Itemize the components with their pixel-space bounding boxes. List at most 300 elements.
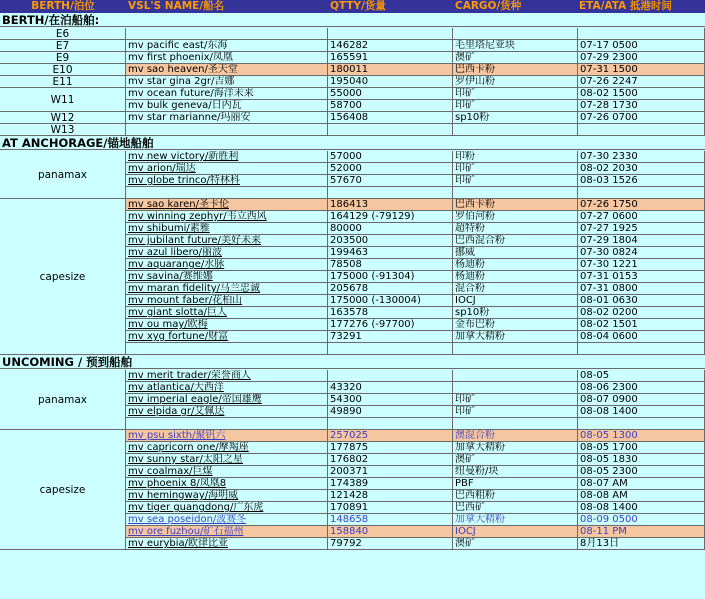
eta-cell[interactable] bbox=[578, 88, 705, 100]
cargo-cell-text: 巴西粗粉 bbox=[455, 490, 495, 501]
eta-cell[interactable] bbox=[578, 514, 705, 526]
table-row bbox=[0, 307, 705, 319]
vessel-name-cell[interactable] bbox=[126, 187, 328, 199]
quantity-cell[interactable] bbox=[328, 64, 453, 76]
cargo-cell[interactable] bbox=[453, 478, 578, 490]
quantity-cell[interactable] bbox=[328, 235, 453, 247]
eta-cell[interactable] bbox=[578, 235, 705, 247]
eta-cell[interactable] bbox=[578, 490, 705, 502]
table-row bbox=[0, 418, 705, 430]
eta-cell-text: 08-02 1500 bbox=[580, 88, 638, 99]
vessel-name-cell[interactable] bbox=[126, 259, 328, 271]
eta-cell-text: 8月13日 bbox=[580, 538, 620, 549]
eta-cell-text: 08-05 bbox=[580, 370, 610, 381]
vessel-name-cell[interactable] bbox=[126, 343, 328, 355]
table-row bbox=[0, 406, 705, 418]
vessel-name-cell[interactable] bbox=[126, 430, 328, 442]
vessel-name-cell-text: mv coalmax/巨煤 bbox=[128, 466, 213, 477]
cargo-cell[interactable] bbox=[453, 52, 578, 64]
quantity-cell[interactable] bbox=[328, 526, 453, 538]
cargo-cell[interactable] bbox=[453, 514, 578, 526]
eta-cell[interactable] bbox=[578, 442, 705, 454]
vessel-name-cell[interactable] bbox=[126, 538, 328, 550]
vessel-name-cell[interactable] bbox=[126, 247, 328, 259]
quantity-cell-text: 174389 bbox=[330, 478, 369, 489]
quantity-cell[interactable] bbox=[328, 394, 453, 406]
table-row bbox=[0, 223, 705, 235]
eta-cell-text: 07-26 0700 bbox=[580, 112, 638, 123]
vessel-name-cell-text: mv star marianne/玛丽安 bbox=[128, 112, 251, 123]
vessel-name-cell[interactable] bbox=[126, 454, 328, 466]
vessel-name-cell[interactable] bbox=[126, 382, 328, 394]
cargo-cell-text: 纽曼粉/块 bbox=[455, 466, 499, 477]
vessel-name-cell[interactable] bbox=[126, 442, 328, 454]
cargo-cell[interactable] bbox=[453, 223, 578, 235]
vessel-name-cell-text: mv hemingway/海明威 bbox=[128, 490, 239, 501]
table-row bbox=[0, 112, 705, 124]
eta-cell-text: 08-02 2030 bbox=[580, 163, 638, 174]
cargo-cell[interactable] bbox=[453, 76, 578, 88]
vessel-name-cell[interactable] bbox=[126, 394, 328, 406]
table-row bbox=[0, 319, 705, 331]
quantity-cell[interactable] bbox=[328, 331, 453, 343]
cargo-cell-text: 加拿大精粉 bbox=[455, 442, 505, 453]
eta-cell-text: 08-05 1700 bbox=[580, 442, 638, 453]
cargo-cell-text: 挪威 bbox=[455, 247, 475, 258]
vessel-name-cell-text: mv phoenix 8/凤凰8 bbox=[128, 478, 227, 489]
eta-cell[interactable] bbox=[578, 175, 705, 187]
table-row bbox=[0, 394, 705, 406]
berth-label[interactable]: E11 bbox=[0, 76, 126, 88]
quantity-cell-text: 165591 bbox=[330, 52, 369, 63]
vessel-name-cell[interactable] bbox=[126, 478, 328, 490]
vessel-name-cell-text: mv sunny star/太阳之星 bbox=[128, 454, 243, 465]
vessel-name-cell[interactable] bbox=[126, 163, 328, 175]
quantity-cell-text: 186413 bbox=[330, 199, 369, 210]
eta-cell-text: 08-11 PM bbox=[580, 526, 627, 537]
cargo-cell[interactable] bbox=[453, 502, 578, 514]
cargo-cell[interactable] bbox=[453, 466, 578, 478]
quantity-cell[interactable] bbox=[328, 430, 453, 442]
eta-cell[interactable] bbox=[578, 187, 705, 199]
vessel-name-cell[interactable] bbox=[126, 307, 328, 319]
eta-cell[interactable] bbox=[578, 199, 705, 211]
cargo-cell[interactable] bbox=[453, 430, 578, 442]
cargo-cell[interactable] bbox=[453, 490, 578, 502]
cargo-cell[interactable] bbox=[453, 40, 578, 52]
table-row bbox=[0, 430, 705, 442]
eta-cell-text: 08-03 1526 bbox=[580, 175, 638, 186]
eta-cell-text: 08-07 AM bbox=[580, 478, 628, 489]
quantity-cell[interactable] bbox=[328, 418, 453, 430]
vessel-name-cell[interactable] bbox=[126, 490, 328, 502]
vessel-name-cell-text: mv ocean future/海洋未来 bbox=[128, 88, 254, 99]
vessel-name-cell-text: mv globe trinco/特林科 bbox=[128, 175, 240, 186]
berth-label[interactable]: W12 bbox=[0, 112, 126, 124]
eta-cell[interactable] bbox=[578, 40, 705, 52]
quantity-cell[interactable] bbox=[328, 247, 453, 259]
eta-cell[interactable] bbox=[578, 271, 705, 283]
table-row bbox=[0, 382, 705, 394]
vessel-name-cell-text: mv aquarange/水脉 bbox=[128, 259, 225, 270]
cargo-cell[interactable] bbox=[453, 406, 578, 418]
berth-label[interactable]: E7 bbox=[0, 40, 126, 52]
quantity-cell[interactable] bbox=[328, 283, 453, 295]
header-quantity[interactable]: QTTY/货量 bbox=[330, 0, 386, 12]
eta-cell[interactable] bbox=[578, 259, 705, 271]
quantity-cell[interactable] bbox=[328, 223, 453, 235]
cargo-cell-text: 杨迪粉 bbox=[455, 271, 485, 282]
quantity-cell[interactable] bbox=[328, 199, 453, 211]
eta-cell[interactable] bbox=[578, 430, 705, 442]
vessel-name-cell-text: mv elpida gr/艾佩达 bbox=[128, 406, 225, 417]
eta-cell[interactable] bbox=[578, 454, 705, 466]
eta-cell[interactable] bbox=[578, 151, 705, 163]
eta-cell[interactable] bbox=[578, 343, 705, 355]
berth-label[interactable]: E9 bbox=[0, 52, 126, 64]
cargo-cell[interactable] bbox=[453, 331, 578, 343]
quantity-cell-text: 58700 bbox=[330, 100, 362, 111]
berth-label[interactable]: E6 bbox=[0, 28, 126, 40]
header-vessel-name[interactable]: VSL'S NAME/船名 bbox=[128, 0, 225, 12]
eta-cell-text: 07-31 1500 bbox=[580, 64, 638, 75]
cargo-cell-text: 印粉 bbox=[455, 151, 475, 162]
eta-cell[interactable] bbox=[578, 100, 705, 112]
quantity-cell[interactable] bbox=[328, 151, 453, 163]
vessel-name-cell[interactable] bbox=[126, 112, 328, 124]
table-row bbox=[0, 442, 705, 454]
quantity-cell[interactable] bbox=[328, 187, 453, 199]
table-row bbox=[0, 295, 705, 307]
vessel-name-cell[interactable] bbox=[126, 40, 328, 52]
vessel-name-cell-text: mv jubilant future/美好未来 bbox=[128, 235, 261, 246]
berth-label-panamax[interactable]: panamax bbox=[0, 370, 126, 430]
eta-cell[interactable] bbox=[578, 76, 705, 88]
berth-label-capesize[interactable]: capesize bbox=[0, 430, 126, 550]
vessel-name-cell-text: mv eurybia/欧律比亚 bbox=[128, 538, 228, 549]
cargo-cell[interactable] bbox=[453, 454, 578, 466]
cargo-cell[interactable] bbox=[453, 112, 578, 124]
berth-label[interactable]: W11 bbox=[0, 88, 126, 112]
table-row bbox=[0, 88, 705, 100]
vessel-name-cell-text: mv capricorn one/摩羯座 bbox=[128, 442, 249, 453]
berth-label[interactable]: E10 bbox=[0, 64, 126, 76]
vessel-name-cell[interactable] bbox=[126, 514, 328, 526]
quantity-cell[interactable] bbox=[328, 259, 453, 271]
vessel-name-cell[interactable] bbox=[126, 319, 328, 331]
berth-label-capesize[interactable]: capesize bbox=[0, 199, 126, 355]
eta-cell[interactable] bbox=[578, 478, 705, 490]
vessel-name-cell-text: mv pacific east/东海 bbox=[128, 40, 228, 51]
quantity-cell-text: 180011 bbox=[330, 64, 369, 75]
berth-label-panamax[interactable]: panamax bbox=[0, 151, 126, 199]
eta-cell[interactable] bbox=[578, 394, 705, 406]
vessel-name-cell[interactable] bbox=[126, 406, 328, 418]
cargo-cell-text: 巴西卡粉 bbox=[455, 64, 495, 75]
vessel-name-cell[interactable] bbox=[126, 199, 328, 211]
cargo-cell[interactable] bbox=[453, 382, 578, 394]
eta-cell[interactable] bbox=[578, 295, 705, 307]
cargo-cell-text: 毛里塔尼亚块 bbox=[455, 40, 515, 51]
vessel-name-cell-text: mv maran fidelity/马兰忠诚 bbox=[128, 283, 261, 294]
quantity-cell-text: 156408 bbox=[330, 112, 369, 123]
cargo-cell[interactable] bbox=[453, 100, 578, 112]
quantity-cell[interactable] bbox=[328, 502, 453, 514]
cargo-cell[interactable] bbox=[453, 88, 578, 100]
table-row bbox=[0, 151, 705, 163]
vessel-name-cell[interactable] bbox=[126, 466, 328, 478]
cargo-cell[interactable] bbox=[453, 283, 578, 295]
table-row bbox=[0, 211, 705, 223]
eta-cell[interactable] bbox=[578, 211, 705, 223]
cargo-cell[interactable] bbox=[453, 163, 578, 175]
eta-cell[interactable] bbox=[578, 406, 705, 418]
vessel-name-cell-text: mv xyg fortune/财富 bbox=[128, 331, 229, 342]
quantity-cell[interactable] bbox=[328, 307, 453, 319]
vessel-name-cell[interactable] bbox=[126, 271, 328, 283]
eta-cell[interactable] bbox=[578, 28, 705, 40]
eta-cell-text: 07-27 0600 bbox=[580, 211, 638, 222]
quantity-cell[interactable] bbox=[328, 211, 453, 223]
table-row bbox=[0, 64, 705, 76]
vessel-name-cell[interactable] bbox=[126, 526, 328, 538]
table-row bbox=[0, 343, 705, 355]
vessel-name-cell-text: mv merit trader/荣誉商人 bbox=[128, 370, 251, 381]
vessel-name-cell[interactable] bbox=[126, 52, 328, 64]
cargo-cell[interactable] bbox=[453, 442, 578, 454]
quantity-cell-text: 200371 bbox=[330, 466, 369, 477]
cargo-cell-text: 印矿 bbox=[455, 100, 475, 111]
vessel-name-cell[interactable] bbox=[126, 88, 328, 100]
table-row bbox=[0, 187, 705, 199]
cargo-cell-text: 罗伯河粉 bbox=[455, 211, 495, 222]
cargo-cell[interactable] bbox=[453, 319, 578, 331]
quantity-cell[interactable] bbox=[328, 175, 453, 187]
vessel-name-cell-text: mv star gina 2gr/吉娜 bbox=[128, 76, 235, 87]
quantity-cell[interactable] bbox=[328, 100, 453, 112]
section-anchorage[interactable]: AT ANCHORAGE/锚地船舶 bbox=[0, 136, 705, 150]
cargo-cell-text: 印矿 bbox=[455, 163, 475, 174]
eta-cell-text: 08-02 1501 bbox=[580, 319, 638, 330]
vessel-name-cell[interactable] bbox=[126, 28, 328, 40]
cargo-cell[interactable] bbox=[453, 526, 578, 538]
vessel-name-cell[interactable] bbox=[126, 331, 328, 343]
cargo-cell[interactable] bbox=[453, 295, 578, 307]
cargo-cell[interactable] bbox=[453, 187, 578, 199]
vessel-name-cell[interactable] bbox=[126, 295, 328, 307]
cargo-cell[interactable] bbox=[453, 394, 578, 406]
cargo-cell-text: 澳矿 bbox=[455, 52, 475, 63]
eta-cell-text: 08-05 1830 bbox=[580, 454, 638, 465]
vessel-name-cell[interactable] bbox=[126, 76, 328, 88]
vessel-name-cell[interactable] bbox=[126, 283, 328, 295]
vessel-name-cell-text: mv winning zephyr/韦立西风 bbox=[128, 211, 267, 222]
quantity-cell[interactable] bbox=[328, 28, 453, 40]
eta-cell[interactable] bbox=[578, 247, 705, 259]
cargo-cell[interactable] bbox=[453, 538, 578, 550]
eta-cell[interactable] bbox=[578, 418, 705, 430]
cargo-cell[interactable] bbox=[453, 343, 578, 355]
header-eta[interactable]: ETA/ATA 抵港时间 bbox=[579, 0, 672, 12]
cargo-cell[interactable] bbox=[453, 211, 578, 223]
table-row bbox=[0, 163, 705, 175]
quantity-cell[interactable] bbox=[328, 163, 453, 175]
vessel-name-cell[interactable] bbox=[126, 418, 328, 430]
cargo-cell-text: 罗伊山粉 bbox=[455, 76, 495, 87]
cargo-cell-text: 加拿大精粉 bbox=[455, 514, 505, 525]
quantity-cell-text: 158840 bbox=[330, 526, 369, 537]
cargo-cell[interactable] bbox=[453, 199, 578, 211]
cargo-cell-text: 印矿 bbox=[455, 175, 475, 186]
eta-cell-text: 07-30 0824 bbox=[580, 247, 638, 258]
quantity-cell[interactable] bbox=[328, 454, 453, 466]
quantity-cell-text: 49890 bbox=[330, 406, 362, 417]
vessel-name-cell[interactable] bbox=[126, 223, 328, 235]
eta-cell-text: 07-29 2300 bbox=[580, 52, 638, 63]
eta-cell[interactable] bbox=[578, 223, 705, 235]
quantity-cell-text: 54300 bbox=[330, 394, 362, 405]
quantity-cell[interactable] bbox=[328, 112, 453, 124]
eta-cell[interactable] bbox=[578, 370, 705, 382]
quantity-cell-text: 203500 bbox=[330, 235, 369, 246]
section-upcoming[interactable]: UNCOMING / 预到船舶 bbox=[0, 355, 705, 369]
vessel-name-cell-text: mv ore fuzhou/矿石福州 bbox=[128, 526, 244, 537]
cargo-cell[interactable] bbox=[453, 271, 578, 283]
table-row bbox=[0, 247, 705, 259]
cargo-cell-text: 巴西卡粉 bbox=[455, 199, 495, 210]
eta-cell[interactable] bbox=[578, 319, 705, 331]
vessel-name-cell-text: mv ou may/欧梅 bbox=[128, 319, 208, 330]
cargo-cell[interactable] bbox=[453, 28, 578, 40]
eta-cell[interactable] bbox=[578, 64, 705, 76]
cargo-cell-text: sp10粉 bbox=[455, 112, 490, 123]
eta-cell-text: 08-01 0630 bbox=[580, 295, 638, 306]
eta-cell-text: 07-29 1804 bbox=[580, 235, 638, 246]
vessel-name-cell[interactable] bbox=[126, 211, 328, 223]
cargo-cell[interactable] bbox=[453, 151, 578, 163]
cargo-cell[interactable] bbox=[453, 418, 578, 430]
quantity-cell-text: 177276 (-97700) bbox=[330, 319, 415, 330]
quantity-cell[interactable] bbox=[328, 442, 453, 454]
quantity-cell[interactable] bbox=[328, 382, 453, 394]
vessel-name-cell-text: mv psu sixth/聚钒六 bbox=[128, 430, 226, 441]
quantity-cell[interactable] bbox=[328, 514, 453, 526]
eta-cell[interactable] bbox=[578, 112, 705, 124]
quantity-cell-text: 52000 bbox=[330, 163, 362, 174]
cargo-cell[interactable] bbox=[453, 235, 578, 247]
eta-cell[interactable] bbox=[578, 382, 705, 394]
eta-cell-text: 07-27 1925 bbox=[580, 223, 638, 234]
eta-cell-text: 08-04 0600 bbox=[580, 331, 638, 342]
vessel-name-cell-text: mv azul libero/丽波 bbox=[128, 247, 222, 258]
cargo-cell-text: 超特粉 bbox=[455, 223, 485, 234]
cargo-cell[interactable] bbox=[453, 370, 578, 382]
quantity-cell[interactable] bbox=[328, 466, 453, 478]
cargo-cell[interactable] bbox=[453, 64, 578, 76]
cargo-cell-text: 巴西矿 bbox=[455, 502, 485, 513]
vessel-name-cell[interactable] bbox=[126, 64, 328, 76]
vessel-name-cell[interactable] bbox=[126, 151, 328, 163]
cargo-cell[interactable] bbox=[453, 259, 578, 271]
quantity-cell-text: 80000 bbox=[330, 223, 362, 234]
cargo-cell-text: sp10粉 bbox=[455, 307, 490, 318]
table-row bbox=[0, 235, 705, 247]
cargo-cell-text: 印矿 bbox=[455, 88, 475, 99]
quantity-cell-text: 79792 bbox=[330, 538, 362, 549]
cargo-cell[interactable] bbox=[453, 307, 578, 319]
table-row bbox=[0, 466, 705, 478]
quantity-cell[interactable] bbox=[328, 124, 453, 136]
quantity-cell-text: 199463 bbox=[330, 247, 369, 258]
eta-cell[interactable] bbox=[578, 502, 705, 514]
eta-cell[interactable] bbox=[578, 331, 705, 343]
eta-cell-text: 07-28 1730 bbox=[580, 100, 638, 111]
quantity-cell[interactable] bbox=[328, 490, 453, 502]
vessel-name-cell-text: mv savina/赛维娜 bbox=[128, 271, 213, 282]
vessel-name-cell-text: mv giant slotta/巨人 bbox=[128, 307, 227, 318]
quantity-cell-text: 175000 (-91304) bbox=[330, 271, 415, 282]
eta-cell[interactable] bbox=[578, 538, 705, 550]
cargo-cell-text: IOCJ bbox=[455, 526, 476, 537]
header-berth[interactable]: BERTH/泊位 bbox=[31, 0, 95, 12]
vessel-name-cell[interactable] bbox=[126, 100, 328, 112]
eta-cell-text: 08-05 1300 bbox=[580, 430, 638, 441]
vessel-name-cell[interactable] bbox=[126, 124, 328, 136]
quantity-cell[interactable] bbox=[328, 88, 453, 100]
quantity-cell[interactable] bbox=[328, 52, 453, 64]
quantity-cell[interactable] bbox=[328, 40, 453, 52]
quantity-cell[interactable] bbox=[328, 295, 453, 307]
cargo-cell[interactable] bbox=[453, 124, 578, 136]
section-berth[interactable]: BERTH/在泊船舶: bbox=[0, 13, 705, 27]
eta-cell[interactable] bbox=[578, 526, 705, 538]
quantity-cell-text: 148658 bbox=[330, 514, 369, 525]
cargo-cell-text: 印矿 bbox=[455, 394, 475, 405]
quantity-cell-text: 43320 bbox=[330, 382, 362, 393]
vessel-name-cell[interactable] bbox=[126, 235, 328, 247]
table-row bbox=[0, 370, 705, 382]
quantity-cell[interactable] bbox=[328, 271, 453, 283]
eta-cell[interactable] bbox=[578, 52, 705, 64]
quantity-cell-text: 57670 bbox=[330, 175, 362, 186]
berth-label[interactable]: W13 bbox=[0, 124, 126, 136]
vessel-name-cell-text: mv sao karen/圣卡伦 bbox=[128, 199, 229, 210]
cargo-cell[interactable] bbox=[453, 247, 578, 259]
header-cargo[interactable]: CARGO/货种 bbox=[455, 0, 522, 12]
quantity-cell[interactable] bbox=[328, 406, 453, 418]
eta-cell-text: 08-05 2300 bbox=[580, 466, 638, 477]
quantity-cell[interactable] bbox=[328, 319, 453, 331]
eta-cell[interactable] bbox=[578, 124, 705, 136]
vessel-name-cell[interactable] bbox=[126, 175, 328, 187]
eta-cell[interactable] bbox=[578, 307, 705, 319]
table-row bbox=[0, 538, 705, 550]
quantity-cell[interactable] bbox=[328, 343, 453, 355]
vessel-name-cell[interactable] bbox=[126, 502, 328, 514]
quantity-cell[interactable] bbox=[328, 538, 453, 550]
cargo-cell[interactable] bbox=[453, 175, 578, 187]
quantity-cell[interactable] bbox=[328, 370, 453, 382]
table-row bbox=[0, 283, 705, 295]
quantity-cell[interactable] bbox=[328, 76, 453, 88]
eta-cell[interactable] bbox=[578, 283, 705, 295]
eta-cell[interactable] bbox=[578, 466, 705, 478]
table-row bbox=[0, 259, 705, 271]
eta-cell-text: 07-30 2330 bbox=[580, 151, 638, 162]
quantity-cell[interactable] bbox=[328, 478, 453, 490]
eta-cell[interactable] bbox=[578, 163, 705, 175]
vessel-name-cell[interactable] bbox=[126, 370, 328, 382]
